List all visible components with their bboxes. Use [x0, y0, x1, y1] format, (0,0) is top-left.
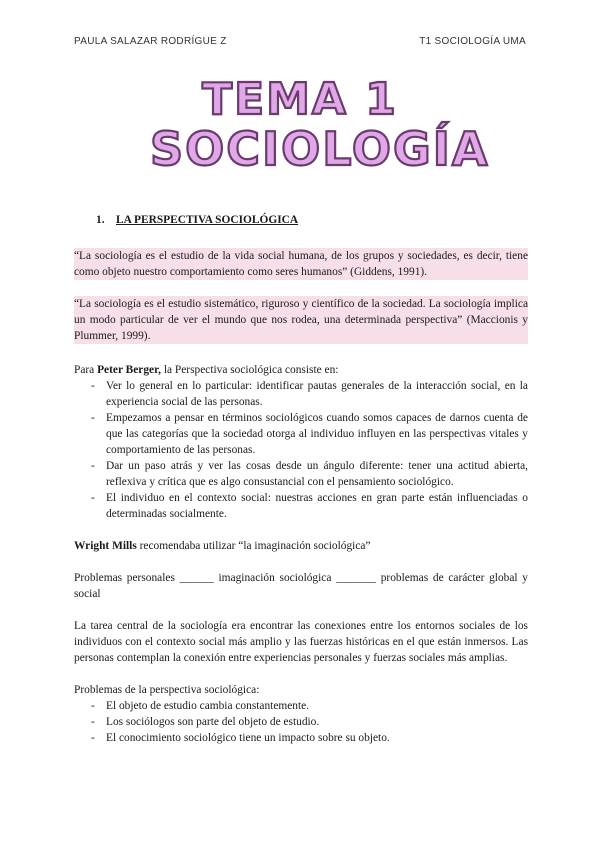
- berger-prefix: Para: [74, 364, 98, 376]
- dash-marker: -: [91, 492, 95, 504]
- section-number: 1.: [96, 214, 105, 226]
- mills-name: Wright Mills: [74, 540, 137, 552]
- list-item: [74, 378, 528, 410]
- title-line-2: SOCIOLOGÍA: [150, 122, 490, 176]
- problems-line: Problemas personales ______ imaginación sociológica _______ problemas de carácter global y social: [74, 572, 528, 600]
- list-item: [74, 490, 528, 522]
- dash-marker: -: [91, 380, 95, 392]
- central-task-paragraph: La tarea central de la sociología era encontrar las conexiones entre los entornos sociales de los individuos con el contexto social más amplio y las fuerzas históricas en el que están inmersos. Las personas contemplan la conexión entre experiencias personales y fuerzas sociales más amplias.: [74, 620, 528, 664]
- mills-paragraph: [74, 538, 528, 554]
- berger-intro: [74, 362, 528, 378]
- problems-list: [74, 698, 528, 746]
- quote-maccionis: “La sociología es el estudio sistemático, riguroso y científico de la sociedad. La sociología implica un modo particular de ver el mundo que nos rodea, una determinada perspectiva” (Maccionis y Plummer, 1999).: [74, 298, 528, 342]
- quote-giddens: “La sociología es el estudio de la vida social humana, de los grupos y sociedades, es decir, tiene como objeto nuestro comportamiento como seres humanos” (Giddens, 1991).: [74, 250, 528, 278]
- list-item-text: Empezamos a pensar en términos sociológicos cuando somos capaces de darnos cuenta de que las categorías que la sociedad otorga al individuo influyen en las perspectivas vitales y comportamiento de las personas.: [106, 412, 528, 456]
- dash-marker: -: [91, 732, 95, 744]
- section-title: LA PERSPECTIVA SOCIOLÓGICA: [116, 214, 299, 226]
- berger-list: [74, 378, 528, 522]
- list-item: [74, 730, 528, 746]
- document-body: [74, 212, 528, 746]
- header-course: T1 SOCIOLOGÍA UMA: [419, 36, 526, 47]
- list-item-text: Los sociólogos son parte del objeto de estudio.: [106, 716, 320, 728]
- mills-text: recomendaba utilizar “la imaginación sociológica”: [136, 540, 371, 552]
- list-item: [74, 458, 528, 490]
- dash-marker: -: [91, 700, 95, 712]
- berger-name: Peter Berger,: [97, 364, 161, 376]
- list-item-text: Ver lo general en lo particular: identificar pautas generales de la interacción social, en la experiencia social de las personas.: [106, 380, 528, 408]
- dash-marker: -: [91, 716, 95, 728]
- dash-marker: -: [91, 412, 95, 424]
- dash-marker: -: [91, 460, 95, 472]
- title-banner: [150, 68, 490, 186]
- problems-intro: Problemas de la perspectiva sociológica:: [74, 684, 260, 696]
- list-item: [74, 698, 528, 714]
- berger-suffix: la Perspectiva sociológica consiste en:: [160, 364, 339, 376]
- section-heading: [96, 212, 528, 228]
- list-item: [74, 714, 528, 730]
- header-author: PAULA SALAZAR RODRÍGUE Z: [74, 36, 227, 47]
- title-line-1: TEMA 1: [202, 74, 398, 125]
- list-item-text: El objeto de estudio cambia constantemente.: [106, 700, 310, 712]
- list-item-text: Dar un paso atrás y ver las cosas desde un ángulo diferente: tener una actitud abierta, reflexiva y crítica que es algo consustancial con el pensamiento sociológico.: [106, 460, 528, 488]
- list-item: [74, 410, 528, 458]
- list-item-text: El conocimiento sociológico tiene un impacto sobre su objeto.: [106, 732, 390, 744]
- list-item-text: El individuo en el contexto social: nuestras acciones en gran parte están influenciadas o determinadas socialmente.: [106, 492, 528, 520]
